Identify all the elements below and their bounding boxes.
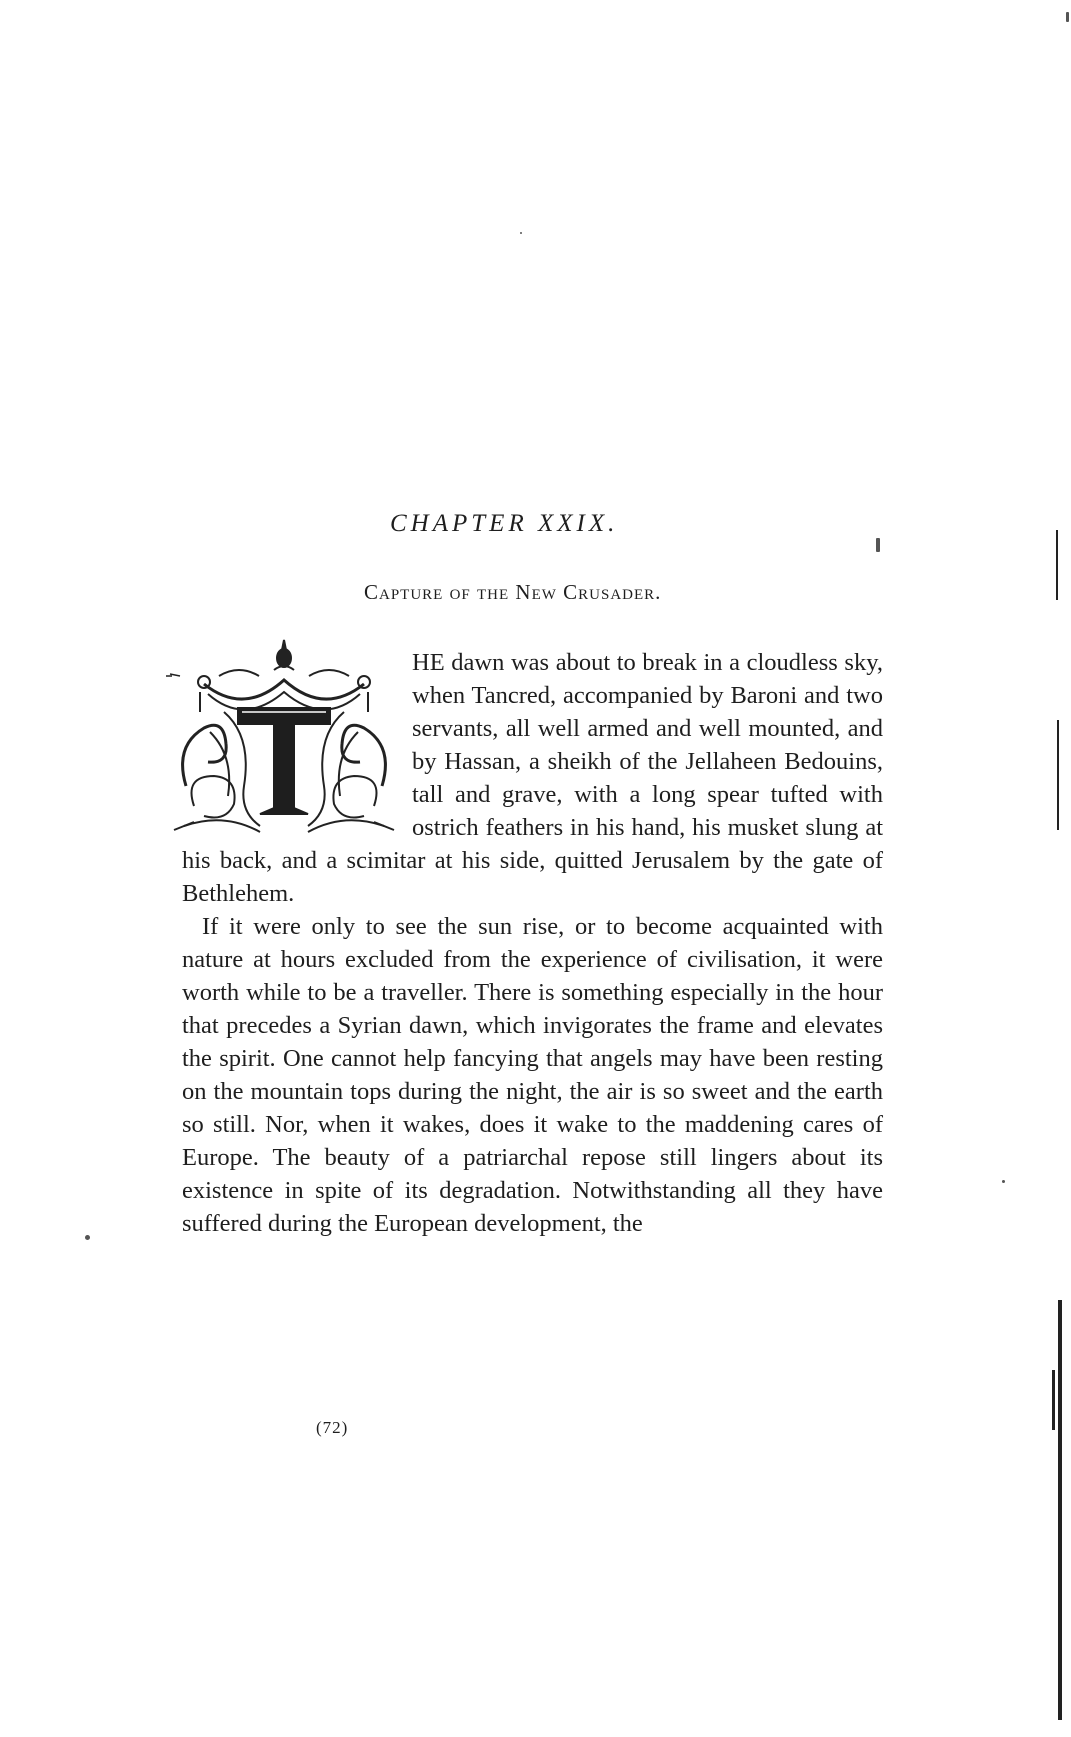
scan-speck: [85, 1235, 90, 1240]
body-text: [182, 646, 883, 1240]
paragraph-1: HE dawn was about to break in a cloudless sky, when Tancred, accompanied by Baroni and two servants, all well armed and well mounted, and by Hassan, a sheikh of the Jellaheen Bedouins, tall and grave, with a long spear tufted with ostrich feathers in his hand, his musket slung at his back, and a scimitar at his side, quitted Jerusalem by the gate of Bethlehem.: [182, 649, 883, 907]
scan-edge-line: [1052, 1370, 1055, 1430]
chapter-heading: CHAPTER XXIX.: [390, 510, 619, 537]
page-number: (72): [316, 1418, 349, 1437]
scan-edge-line: [1057, 720, 1059, 830]
scan-speck: [1066, 12, 1069, 22]
paragraph-2: If it were only to see the sun rise, or to become acquainted with nature at hours excluded from the experience of civilisation, it were worth while to be a traveller. There is something especially in the hour that precedes a Syrian dawn, which invigorates the frame and elevates the spirit. One cannot help fancying that angels may have been resting on the mountain tops during the night, the air is so sweet and the earth so still. Nor, when it wakes, does it wake to the maddening cares of Europe. The beauty of a patriarchal repose still lingers about its existence in spite of its degradation. Notwithstanding all they have suffered during the European development, the: [182, 913, 883, 1237]
scan-speck: [520, 232, 522, 234]
scan-edge-line: [1058, 1300, 1062, 1720]
scan-edge-line: [1056, 530, 1058, 600]
scan-speck: [876, 538, 880, 552]
ornamental-initial-t-icon: [164, 636, 404, 838]
chapter-title: Capture of the New Crusader.: [364, 580, 662, 604]
scan-speck: [1002, 1180, 1005, 1183]
